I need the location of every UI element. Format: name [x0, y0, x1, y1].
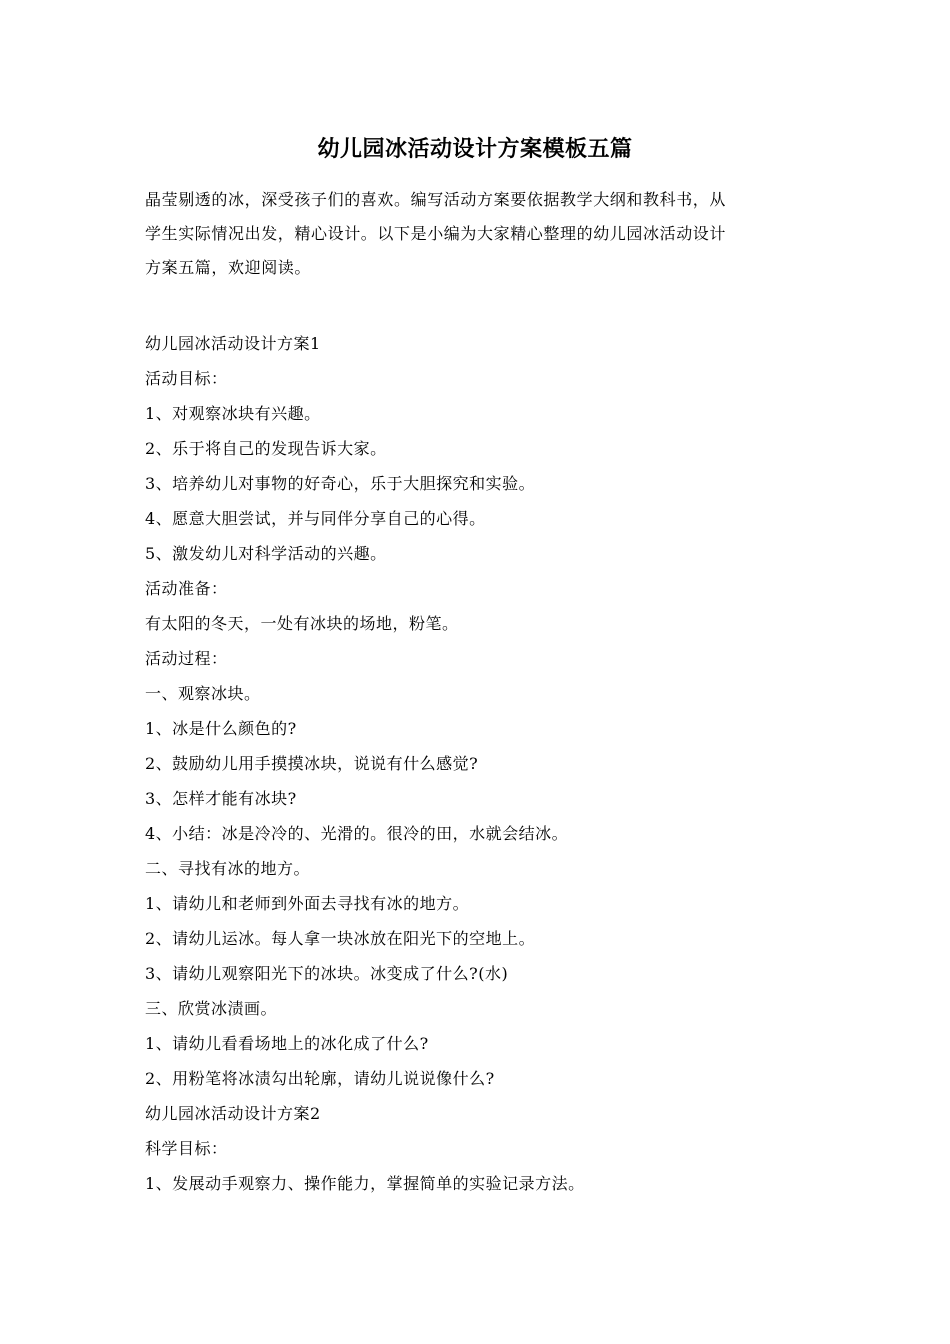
list-item: 5、激发幼儿对科学活动的兴趣。 [145, 544, 387, 563]
list-item: 4、小结：冰是冷冷的、光滑的。很冷的田，水就会结冰。 [145, 824, 569, 843]
step-heading: 二、寻找有冰的地方。 [145, 859, 311, 878]
step-heading: 三、欣赏冰渍画。 [145, 999, 278, 1018]
list-item: 3、请幼儿观察阳光下的冰块。冰变成了什么?(水) [145, 964, 509, 983]
list-item: 2、用粉笔将冰渍勾出轮廓，请幼儿说说像什么? [145, 1069, 495, 1088]
document-body [145, 326, 813, 1201]
list-item: 1、发展动手观察力、操作能力，掌握简单的实验记录方法。 [145, 1174, 585, 1193]
paragraph-line: 有太阳的冬天，一处有冰块的场地，粉笔。 [145, 614, 459, 633]
subheading-science-goals: 科学目标： [145, 1139, 228, 1158]
list-item: 1、请幼儿和老师到外面去寻找有冰的地方。 [145, 894, 470, 913]
list-item: 4、愿意大胆尝试，并与同伴分享自己的心得。 [145, 509, 486, 528]
intro-line: 晶莹剔透的冰，深受孩子们的喜欢。编写活动方案要依据教学大纲和教科书，从 [145, 190, 727, 209]
intro-line: 方案五篇，欢迎阅读。 [145, 258, 312, 277]
list-item: 2、请幼儿运冰。每人拿一块冰放在阳光下的空地上。 [145, 929, 536, 948]
list-item: 2、乐于将自己的发现告诉大家。 [145, 439, 387, 458]
subheading-activity-process: 活动过程： [145, 649, 228, 668]
section-heading-plan-2: 幼儿园冰活动设计方案2 [145, 1104, 321, 1123]
list-item: 1、对观察冰块有兴趣。 [145, 404, 321, 423]
step-heading: 一、观察冰块。 [145, 684, 261, 703]
intro-line: 学生实际情况出发，精心设计。以下是小编为大家精心整理的幼儿园冰活动设计 [145, 224, 727, 243]
list-item: 2、鼓励幼儿用手摸摸冰块，说说有什么感觉? [145, 754, 479, 773]
document-title: 幼儿园冰活动设计方案模板五篇 [317, 136, 633, 162]
list-item: 3、培养幼儿对事物的好奇心，乐于大胆探究和实验。 [145, 474, 536, 493]
subheading-activity-goals: 活动目标： [145, 369, 228, 388]
list-item: 3、怎样才能有冰块? [145, 789, 297, 808]
intro-paragraph [145, 183, 813, 285]
section-heading-plan-1: 幼儿园冰活动设计方案1 [145, 334, 321, 353]
list-item: 1、冰是什么颜色的? [145, 719, 297, 738]
list-item: 1、请幼儿看看场地上的冰化成了什么? [145, 1034, 429, 1053]
subheading-activity-preparation: 活动准备： [145, 579, 228, 598]
